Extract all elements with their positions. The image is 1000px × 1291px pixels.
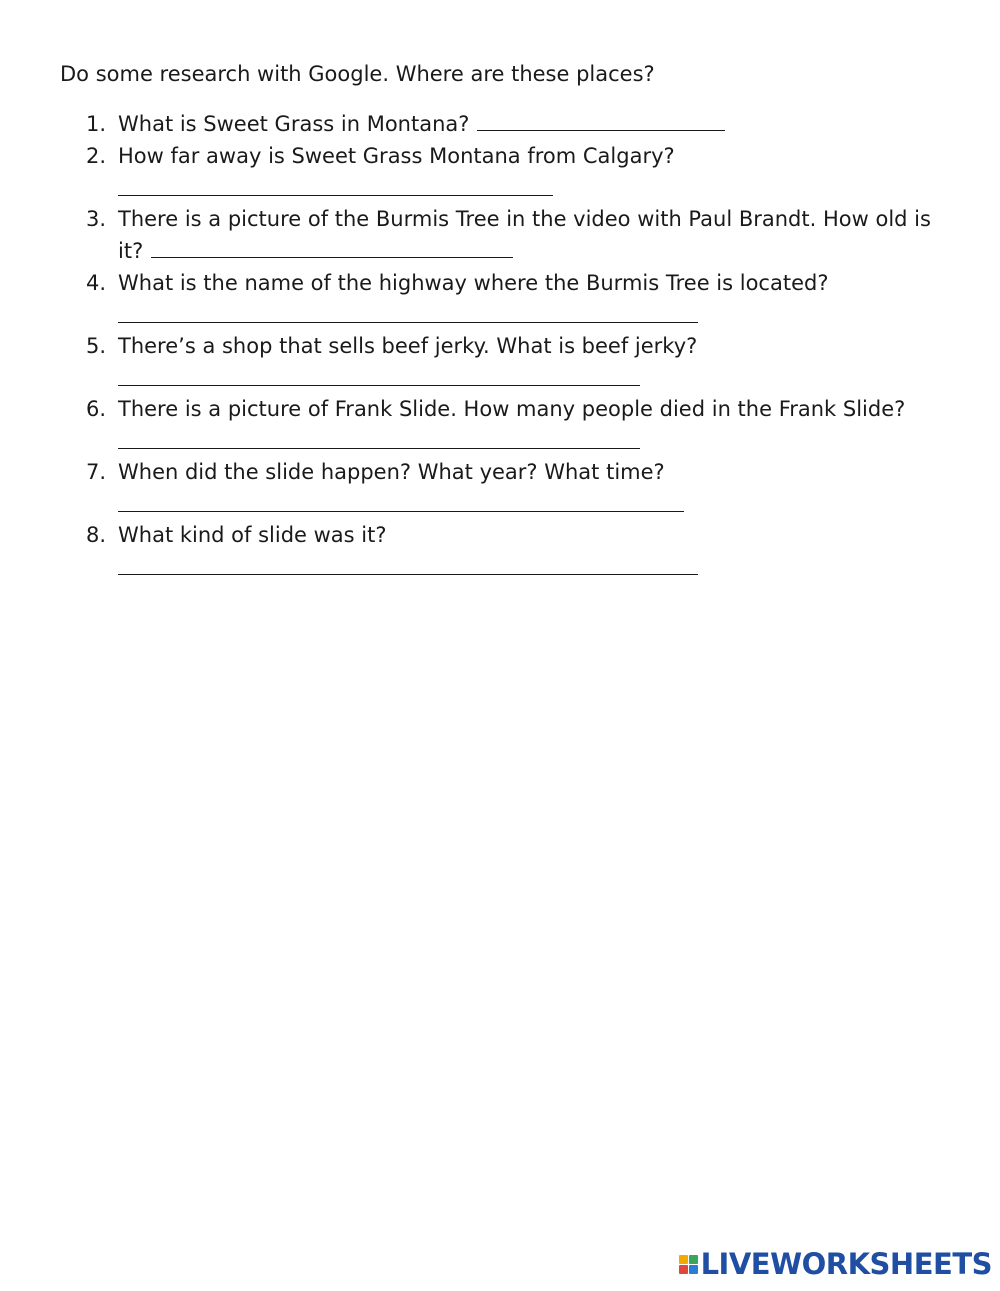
question-number: 5.	[86, 334, 107, 358]
question-item	[86, 267, 946, 323]
question-item	[86, 108, 946, 140]
question-number: 6.	[86, 397, 107, 421]
question-text: There’s a shop that sells beef jerky. What is beef jerky?	[118, 334, 698, 358]
question-text: What is the name of the highway where the Burmis Tree is located?	[118, 271, 829, 295]
logo-text: LIVEWORKSHEETS	[700, 1247, 992, 1281]
question-number: 2.	[86, 144, 107, 168]
answer-blank[interactable]	[118, 299, 698, 323]
liveworksheets-logo	[679, 1247, 992, 1281]
question-text: What kind of slide was it?	[118, 523, 387, 547]
question-item	[86, 203, 946, 267]
answer-blank[interactable]	[477, 108, 725, 131]
answer-blank[interactable]	[118, 488, 684, 512]
answer-blank[interactable]	[118, 362, 640, 386]
answer-blank[interactable]	[118, 172, 553, 196]
answer-blank[interactable]	[151, 235, 513, 258]
question-number: 3.	[86, 207, 107, 231]
instructions-text: Do some research with Google. Where are these places?	[60, 62, 655, 86]
logo-grid-icon	[679, 1255, 698, 1274]
question-number: 7.	[86, 460, 107, 484]
question-text: When did the slide happen? What year? What time?	[118, 460, 665, 484]
question-list	[86, 108, 946, 582]
question-number: 1.	[86, 112, 107, 136]
question-number: 8.	[86, 523, 107, 547]
answer-blank[interactable]	[118, 551, 698, 575]
question-text: There is a picture of the Burmis Tree in the video with Paul Brandt. How old is it?	[118, 207, 931, 263]
question-text: There is a picture of Frank Slide. How many people died in the Frank Slide?	[118, 397, 906, 421]
question-number: 4.	[86, 271, 107, 295]
question-item	[86, 140, 946, 196]
question-item	[86, 519, 946, 575]
question-text: How far away is Sweet Grass Montana from Calgary?	[118, 144, 675, 168]
question-text: What is Sweet Grass in Montana?	[118, 112, 470, 136]
answer-blank[interactable]	[118, 425, 640, 449]
question-item	[86, 330, 946, 386]
question-item	[86, 456, 946, 512]
question-item	[86, 393, 946, 449]
